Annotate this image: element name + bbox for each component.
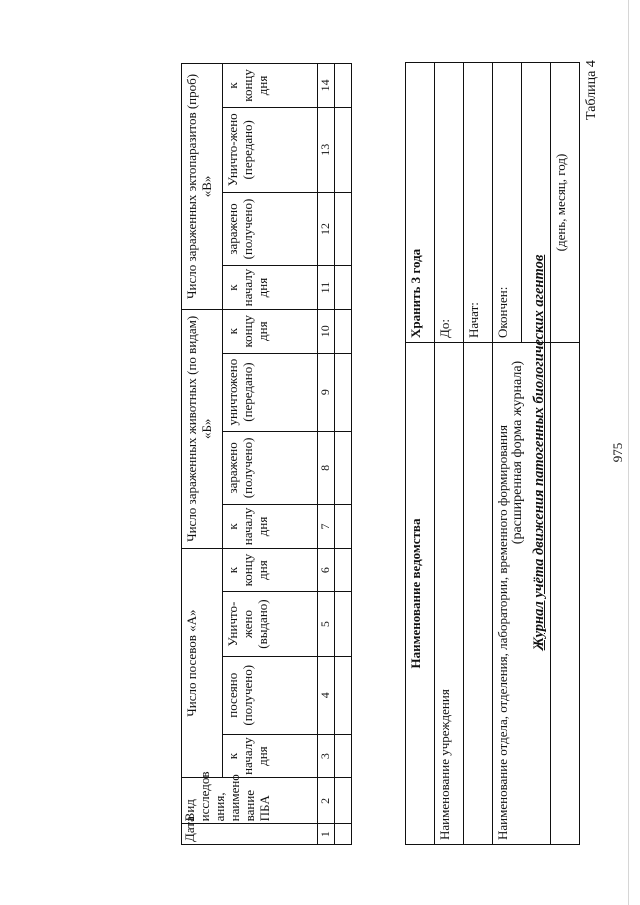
c-start-header: к началу дня (223, 266, 318, 310)
table-number: Таблица 4 (584, 60, 599, 120)
column-number: 1 (318, 824, 335, 845)
empty-cell (334, 548, 351, 592)
cover-row (435, 63, 464, 845)
column-number: 2 (318, 778, 335, 824)
column-number: 4 (318, 656, 335, 734)
group-c-header: Число зараженных эктопаразитов (проб) «В» (182, 64, 223, 310)
empty-cell (334, 107, 351, 192)
empty-log-row (334, 64, 351, 845)
empty-cell (334, 505, 351, 549)
column-number: 14 (318, 64, 335, 108)
c-end-header: к концу дня (223, 64, 318, 108)
ministry-name-cell: Наименование ведомства (406, 343, 435, 845)
document-title: Журнал учёта движения патогенных биологических агентов (531, 254, 547, 651)
column-number: 13 (318, 107, 335, 192)
log-header-row (182, 64, 223, 845)
cover-row (493, 63, 522, 845)
column-number: 10 (318, 309, 335, 353)
a-end-header: к концу дня (223, 548, 318, 592)
group-b-header: Число зараженных животных (по видам) «Б» (182, 309, 223, 548)
c-infected-header: заражено (получено) (223, 192, 318, 265)
a-start-header: к началу дня (223, 734, 318, 778)
empty-cell (334, 192, 351, 265)
cover-row (464, 63, 493, 845)
b-destroyed-header: уничтожено (передано) (223, 353, 318, 431)
empty-cell (334, 309, 351, 353)
column-number: 3 (318, 734, 335, 778)
empty-cell (334, 734, 351, 778)
b-start-header: к началу дня (223, 505, 318, 549)
institution-name-cell: Наименование учреждения (435, 343, 464, 845)
finished-cell: Окончен: (493, 63, 522, 343)
date-caption-cell: (день, месяц, год) (551, 63, 580, 343)
group-a-header: Число посевов «А» (182, 548, 223, 778)
empty-cell (334, 64, 351, 108)
page-number: 975 (610, 442, 625, 463)
study-type-header: Вид исследов ания, наимено вание ПБА (182, 778, 318, 824)
to-cell: До: (435, 63, 464, 343)
log-table (181, 63, 352, 845)
column-number: 12 (318, 192, 335, 265)
a-destroyed-header: Уничто-жено (выдано) (223, 592, 318, 656)
cover-row (406, 63, 435, 845)
cover-table (405, 62, 580, 845)
empty-cell (522, 63, 551, 343)
empty-cell (464, 343, 493, 845)
empty-cell (334, 266, 351, 310)
empty-cell (334, 778, 351, 824)
empty-cell (334, 431, 351, 504)
a-sown-header: посеяно (получено) (223, 656, 318, 734)
started-cell: Начат: (464, 63, 493, 343)
column-number-row (318, 64, 335, 845)
c-destroyed-header: Уничто-жено (передано) (223, 107, 318, 192)
column-number: 9 (318, 353, 335, 431)
cover-row (551, 63, 580, 845)
b-infected-header: заражено (получено) (223, 431, 318, 504)
column-number: 8 (318, 431, 335, 504)
keep-cell: Хранить 3 года (406, 63, 435, 343)
b-end-header: к концу дня (223, 309, 318, 353)
column-number: 6 (318, 548, 335, 592)
date-header: Дата (182, 824, 318, 845)
empty-cell (334, 824, 351, 845)
empty-cell (334, 592, 351, 656)
department-name-cell: Наименование отдела, отделения, лаборатории, временного формирования (493, 343, 551, 845)
empty-cell (551, 343, 580, 845)
empty-cell (334, 353, 351, 431)
document-subtitle: (расширенная форма журнала) (510, 360, 525, 545)
column-number: 5 (318, 592, 335, 656)
empty-cell (334, 656, 351, 734)
column-number: 7 (318, 505, 335, 549)
log-subheader-row (223, 64, 318, 845)
column-number: 11 (318, 266, 335, 310)
